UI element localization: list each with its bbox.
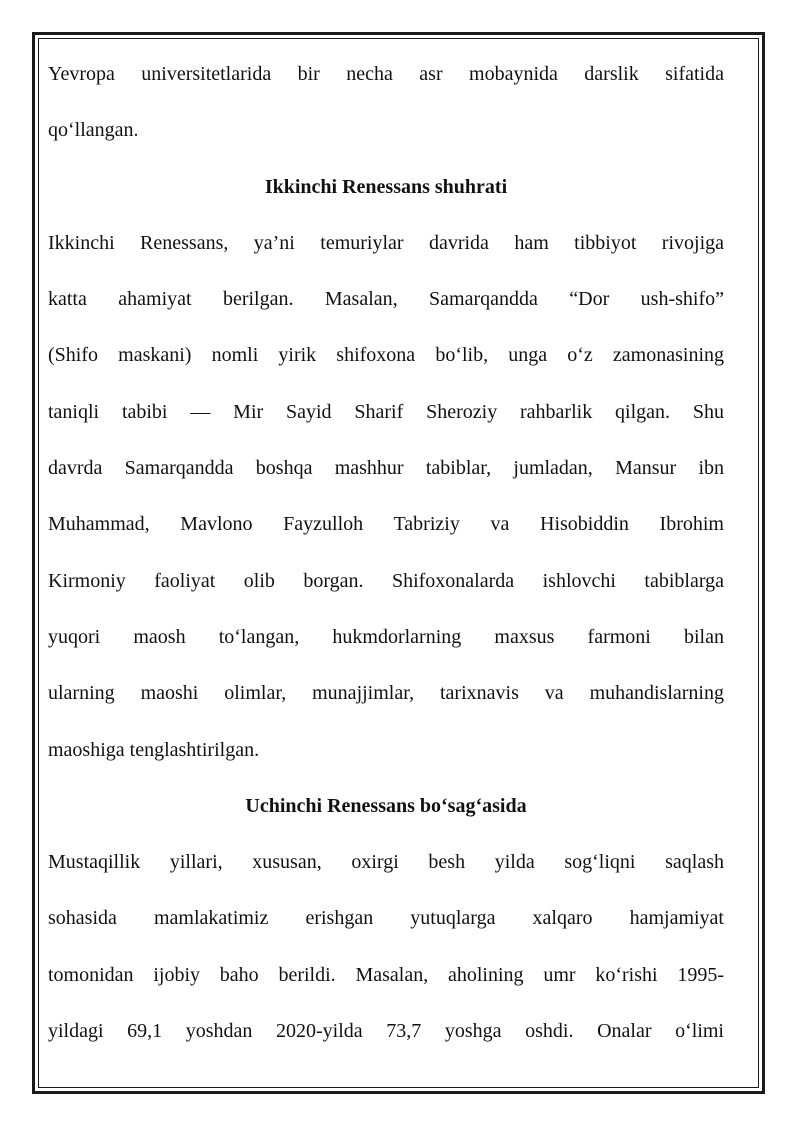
section-heading-uchinchi-renessans: Uchinchi Renessans bo‘sag‘asida <box>245 794 527 817</box>
text-line: (Shifo maskani) nomli yirik shifoxona bo‘lib, unga o‘z zamonasining <box>48 344 724 367</box>
text-line: yildagi 69,1 yoshdan 2020-yilda 73,7 yoshga oshdi. Onalar o‘limi <box>48 1020 724 1043</box>
text-line: Mustaqillik yillari, xususan, oxirgi besh yilda sog‘liqni saqlash <box>48 851 724 874</box>
text-line: Yevropa universitetlarida bir necha asr mobaynida darslik sifatida <box>48 63 724 85</box>
paragraph-uchinchi-renessans <box>48 834 724 1059</box>
text-line: ularning maoshi olimlar, munajjimlar, tarixnavis va muhandislarning <box>48 682 724 705</box>
text-line: davrda Samarqandda boshqa mashhur tabiblar, jumladan, Mansur ibn <box>48 457 724 480</box>
text-line: Muhammad, Mavlono Fayzulloh Tabriziy va Hisobiddin Ibrohim <box>48 513 724 536</box>
text-line: Ikkinchi Renessans, ya’ni temuriylar davrida ham tibbiyot rivojiga <box>48 231 724 254</box>
section-heading-ikkinchi-renessans: Ikkinchi Renessans shuhrati <box>264 175 508 198</box>
text-line: maoshiga tenglashtirilgan. <box>48 738 260 761</box>
text-line: tomonidan ijobiy baho berildi. Masalan, aholining umr ko‘rishi 1995- <box>48 963 724 986</box>
document-body <box>48 46 724 1059</box>
text-line: qo‘llangan. <box>48 119 139 142</box>
text-line: katta ahamiyat berilgan. Masalan, Samarqandda “Dor ush-shifo” <box>48 288 724 311</box>
text-line: taniqli tabibi — Mir Sayid Sharif Sheroziy rahbarlik qilgan. Shu <box>48 400 724 423</box>
paragraph-ikkinchi-renessans <box>48 215 724 778</box>
text-line: sohasida mamlakatimiz erishgan yutuqlarga xalqaro hamjamiyat <box>48 907 724 930</box>
paragraph-continued <box>48 46 724 159</box>
text-line: Kirmoniy faoliyat olib borgan. Shifoxonalarda ishlovchi tabiblarga <box>48 569 724 592</box>
text-line: yuqori maosh to‘langan, hukmdorlarning maxsus farmoni bilan <box>48 625 724 648</box>
